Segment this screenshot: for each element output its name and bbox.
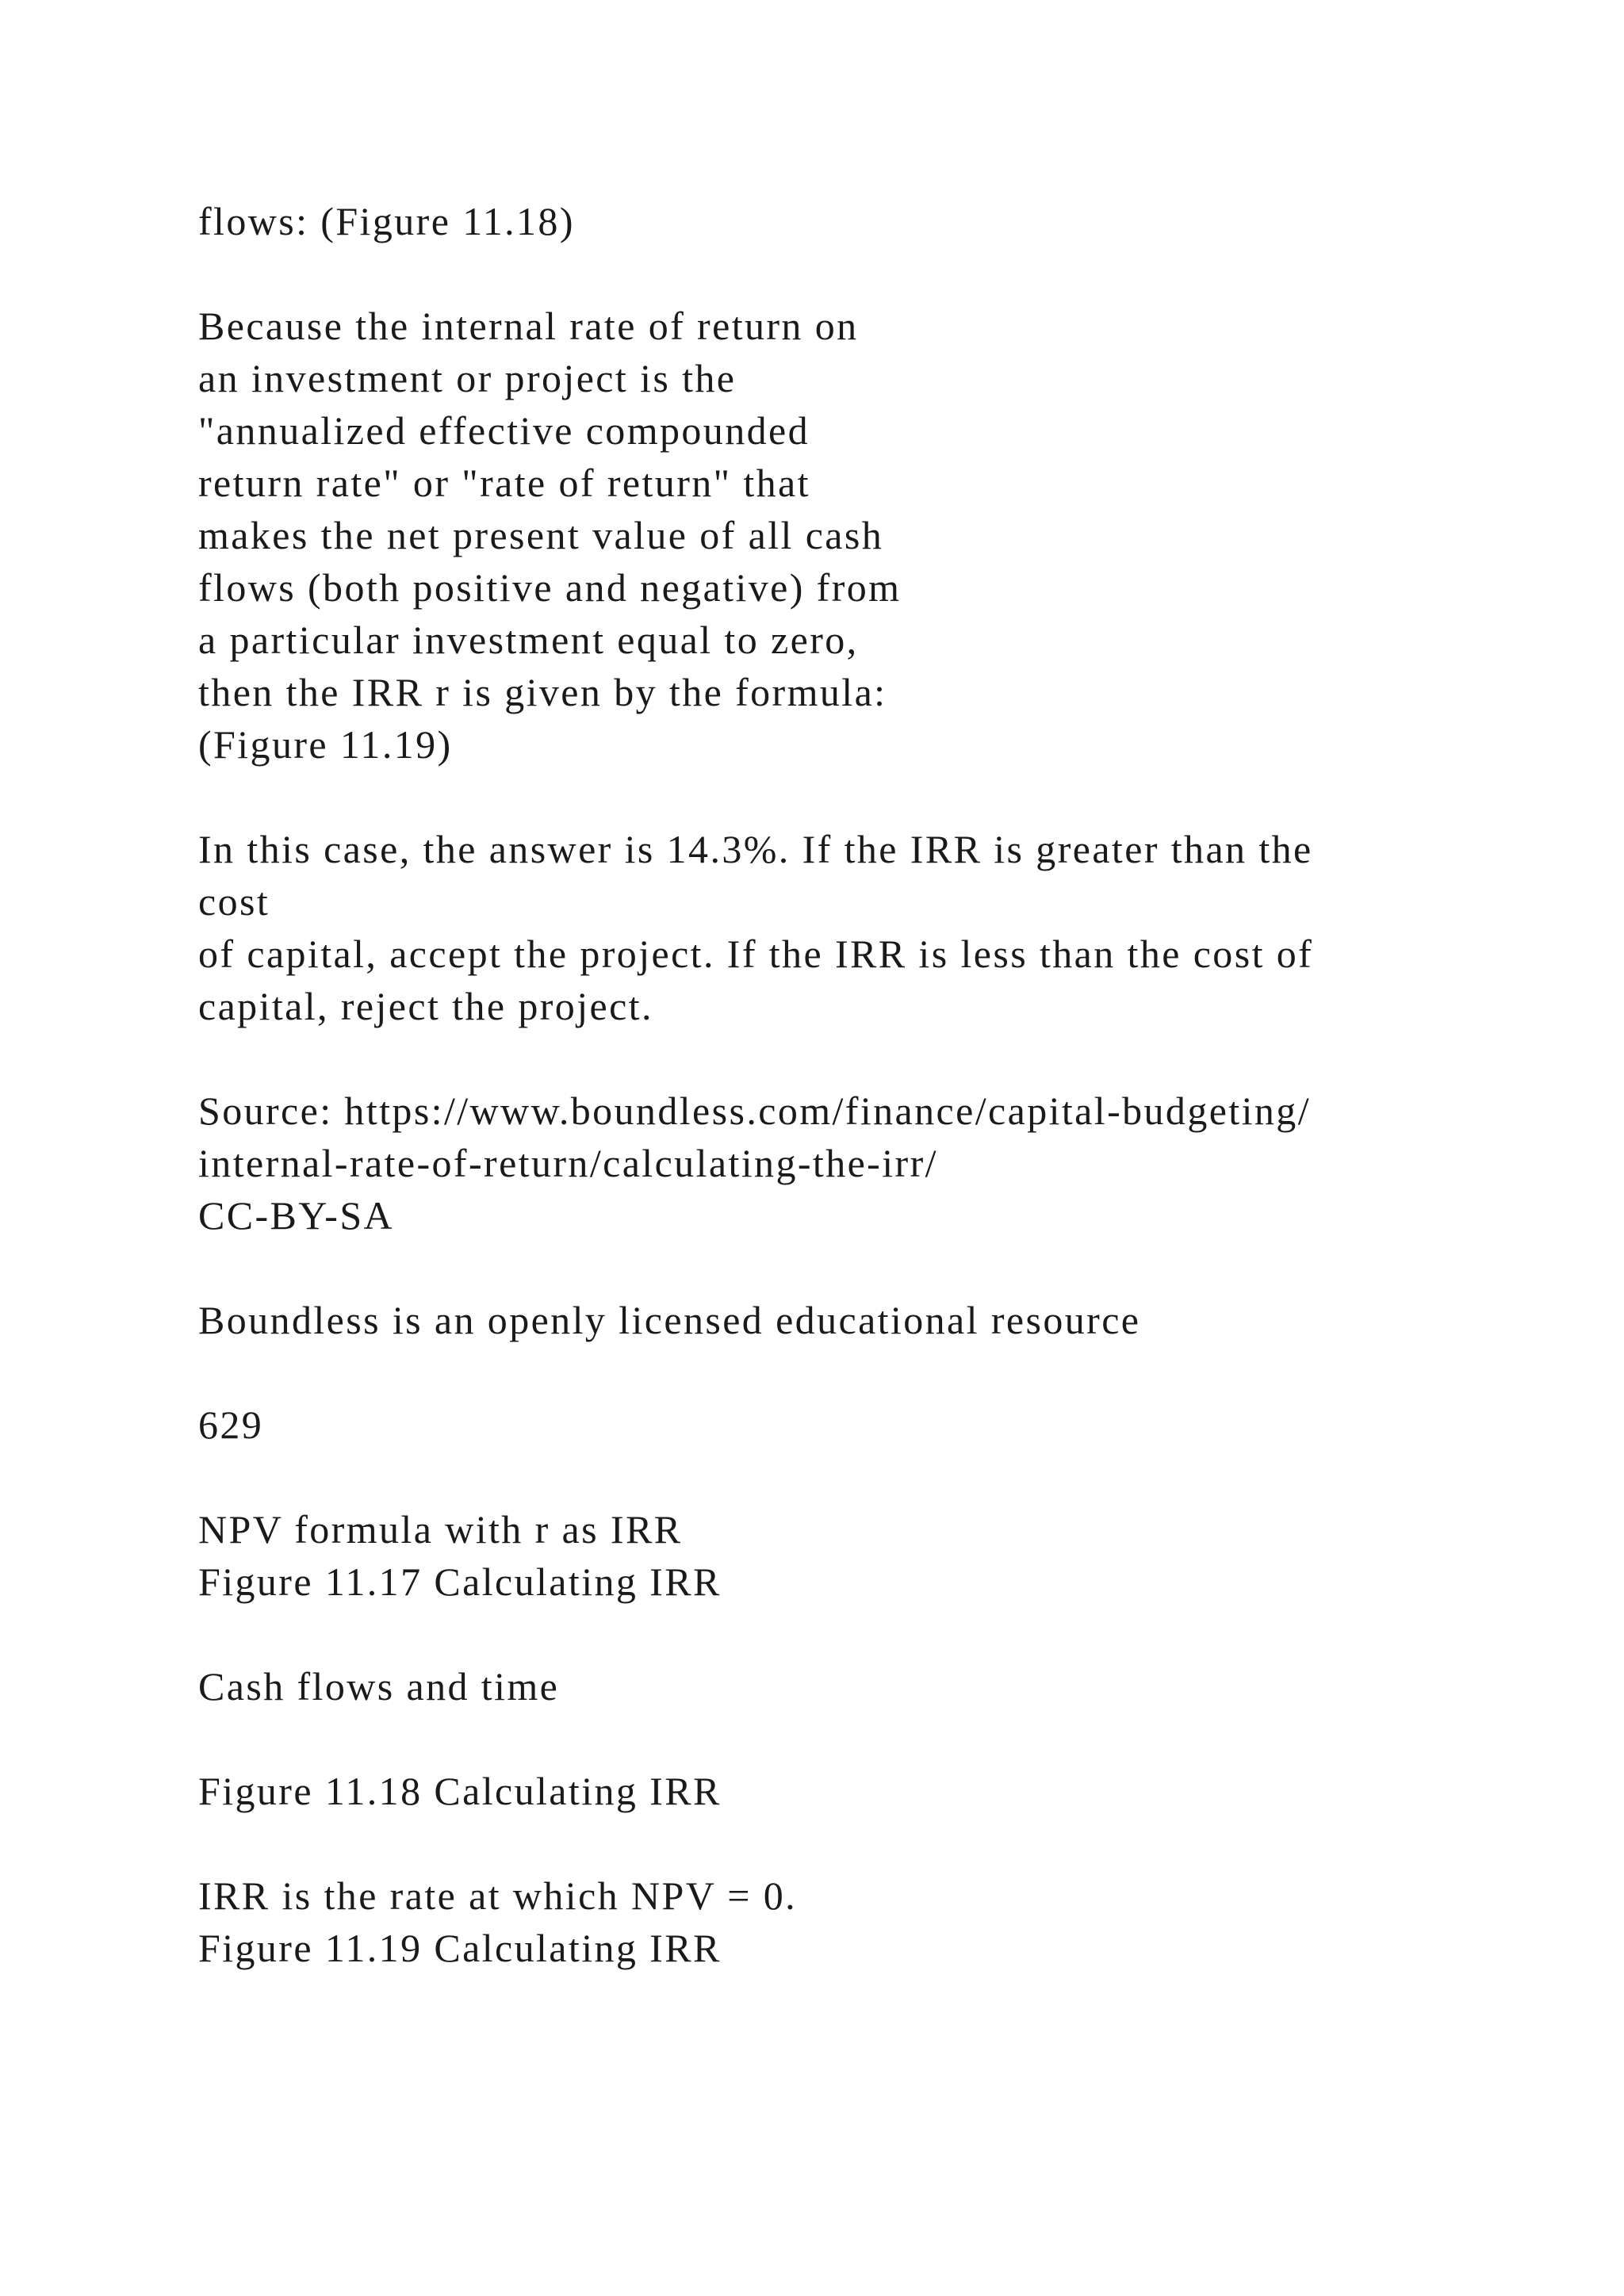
blank-line [198, 1346, 1483, 1399]
figure-description: NPV formula with r as IRR [198, 1507, 683, 1552]
figure-11-18-caption [198, 1765, 1483, 1817]
paragraph-intro [198, 195, 1483, 247]
text-line: Because the internal rate of return on [198, 304, 859, 348]
text-line: Boundless is an openly licensed educational resource [198, 1298, 1141, 1342]
blank-line [198, 771, 1483, 823]
figure-caption: Figure 11.18 Calculating IRR [198, 1769, 722, 1813]
text-line: In this case, the answer is 14.3%. If the IRR is greater than the [198, 827, 1313, 871]
text-line: (Figure 11.19) [198, 722, 453, 767]
text-line: capital, reject the project. [198, 984, 653, 1028]
blank-line [198, 1032, 1483, 1085]
source-line: internal-rate-of-return/calculating-the-irr/ [198, 1141, 938, 1185]
page-number [198, 1399, 1483, 1451]
blank-line [198, 1608, 1483, 1660]
paragraph-source [198, 1085, 1483, 1242]
paragraph-irr-answer [198, 823, 1483, 1032]
blank-line [198, 247, 1483, 300]
figure-description: Cash flows and time [198, 1664, 560, 1709]
figure-11-18-description [198, 1660, 1483, 1712]
text-line: flows (both positive and negative) from [198, 565, 902, 610]
paragraph-irr-definition [198, 300, 1483, 771]
text-line: return rate" or "rate of return" that [198, 461, 810, 505]
figure-11-17-caption [198, 1503, 1483, 1608]
text-line: flows: (Figure 11.18) [198, 199, 575, 243]
figure-caption: Figure 11.19 Calculating IRR [198, 1926, 722, 1970]
text-line: then the IRR r is given by the formula: [198, 670, 887, 714]
text-line: a particular investment equal to zero, [198, 618, 859, 662]
text-line: "annualized effective compounded [198, 408, 810, 453]
figure-caption: Figure 11.17 Calculating IRR [198, 1559, 722, 1604]
text-line: makes the net present value of all cash [198, 513, 884, 557]
blank-line [198, 1817, 1483, 1869]
blank-line [198, 1242, 1483, 1294]
document-body [198, 195, 1483, 1974]
figure-11-19-caption [198, 1869, 1483, 1974]
text-line: an investment or project is the [198, 356, 737, 400]
blank-line [198, 1712, 1483, 1765]
source-line: Source: https://www.boundless.com/finance/capital-budgeting/ [198, 1089, 1311, 1133]
figure-description: IRR is the rate at which NPV = 0. [198, 1873, 798, 1918]
license-line: CC-BY-SA [198, 1193, 395, 1238]
blank-line [198, 1451, 1483, 1503]
page-number-text: 629 [198, 1402, 264, 1447]
text-line: cost [198, 879, 270, 924]
text-line: of capital, accept the project. If the IRR is less than the cost of [198, 932, 1314, 976]
paragraph-boundless [198, 1294, 1483, 1346]
